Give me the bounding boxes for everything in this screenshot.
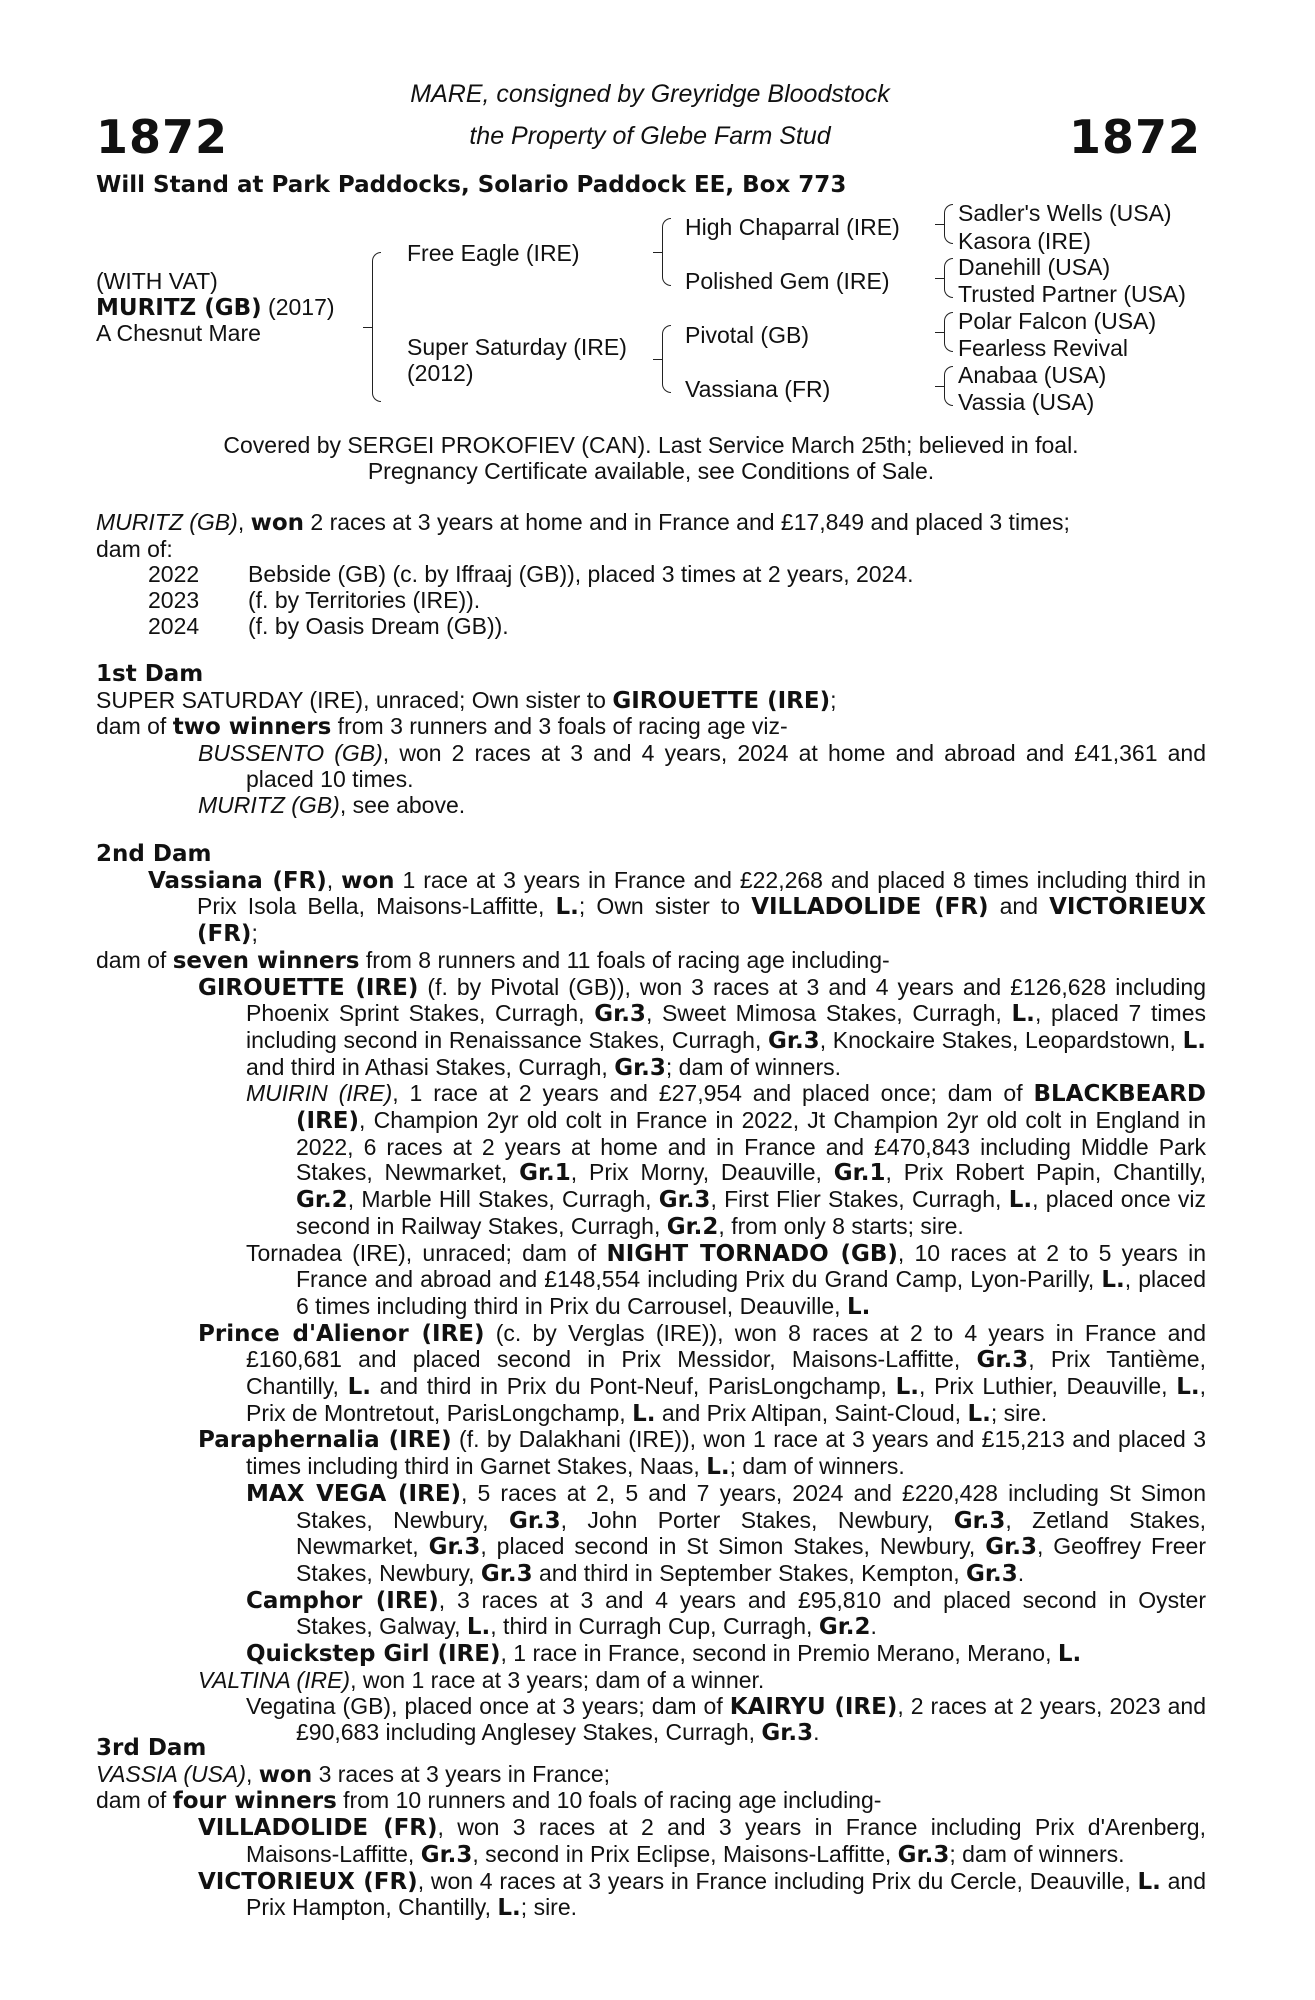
produce-entry <box>96 1815 1206 1868</box>
produce-year: 2023 <box>148 587 200 614</box>
produce-entry <box>96 1481 1206 1588</box>
ped-sdd: Trusted Partner (USA) <box>958 281 1186 307</box>
runners-text: from 3 runners and 3 foals of racing age viz- <box>331 713 788 740</box>
horse-description: A Chesnut Mare <box>96 320 261 346</box>
progeny-name: KAIRYU (IRE) <box>729 1693 898 1720</box>
listed-mark: L. <box>347 1374 371 1401</box>
progeny-name: GIROUETTE (IRE) <box>198 974 419 1001</box>
grade-mark: Gr.3 <box>508 1507 561 1534</box>
grade-mark: Gr.3 <box>480 1560 533 1587</box>
punct: ; <box>830 686 837 713</box>
listed-mark: L. <box>846 1293 871 1320</box>
punct: ; <box>251 920 258 947</box>
vat-label: (WITH VAT) <box>96 268 218 294</box>
progeny-text: , 10 races at 2 to 5 years in France and abroad and £148,554 including Prix du Grand Camp, Lyon-Parilly, <box>296 1239 1206 1293</box>
grade-mark: Gr.3 <box>976 1347 1029 1374</box>
punct: , <box>245 1760 259 1787</box>
winners-count: seven winners <box>172 947 360 974</box>
progeny-text: , Zetland Stakes, Newmarket, <box>296 1506 1207 1560</box>
brace-g4 <box>944 366 953 406</box>
progeny-name: VICTORIEUX (FR) <box>198 1868 418 1895</box>
progeny-text: . <box>1017 1559 1025 1586</box>
progeny-text: ; sire. <box>520 1894 578 1921</box>
progeny-text: (f. by Pivotal (GB)), won 3 races at 3 and 4 years and £126,628 including Phoenix Sprint Stakes, Curragh, <box>246 973 1207 1027</box>
property-line: the Property of Glebe Farm Stud <box>469 122 831 150</box>
ped-dd: Vassiana (FR) <box>685 376 831 402</box>
grade-mark: Gr.2 <box>818 1614 871 1641</box>
dam-text: ; Own sister to <box>578 893 752 920</box>
third-dam-section <box>96 1736 1206 1922</box>
produce-entry <box>96 1081 1206 1240</box>
listed-mark: L. <box>466 1614 491 1641</box>
dam-of-label: dam of <box>96 1787 173 1814</box>
cover-line-2: Pregnancy Certificate available, see Conditions of Sale. <box>367 457 935 484</box>
progeny-text: , placed second in St Simon Stakes, Newbury, <box>480 1533 986 1560</box>
produce-entry <box>96 741 1206 792</box>
progeny-text: , 3 races at 3 and 4 years and £95,810 and placed second in Oyster Stakes, Galway, <box>296 1586 1207 1640</box>
progeny-text: and third in September Stakes, Kempton, <box>532 1559 967 1586</box>
progeny-text: , placed once viz second in Railway Stakes, Curragh, <box>296 1186 1206 1239</box>
progeny-name: Paraphernalia (IRE) <box>198 1427 452 1454</box>
produce-text: (f. by Oasis Dream (GB)). <box>248 612 509 639</box>
grade-mark: Gr.3 <box>768 1027 820 1054</box>
progeny-text: , Prix Morny, Deauville, <box>570 1159 834 1186</box>
ped-ds: Pivotal (GB) <box>685 322 809 348</box>
progeny-text: and Prix Altipan, Saint-Cloud, <box>655 1399 968 1426</box>
stand-line: Will Stand at Park Paddocks, Solario Paddock EE, Box 773 <box>96 172 847 198</box>
progeny-text: , second in Prix Eclipse, Maisons-Laffitte, <box>472 1840 898 1867</box>
progeny-text: and third in Athasi Stakes, Curragh, <box>246 1053 615 1080</box>
progeny-text: , 5 races at 2, 5 and 7 years, 2024 and £220,428 including St Simon Stakes, Newbury, <box>296 1479 1206 1533</box>
race-record: MURITZ (GB), won 2 races at 3 years at home and in France and £17,849 and placed 3 times; dam of: 2022 Bebside (GB) (c. by Iffraaj (GB)), placed 3 times at 2 years, 2024. 2023 (f. by Territories (IRE)). 2024 (f. by Oasis Dream (GB)). <box>96 510 1206 640</box>
progeny-name: MAX VEGA (IRE) <box>246 1480 462 1507</box>
progeny-text: ; sire. <box>990 1399 1048 1426</box>
progeny-text: and third in Prix du Pont-Neuf, ParisLongchamp, <box>370 1373 896 1400</box>
progeny-text: (c. by Verglas (IRE)), won 8 races at 2 to 4 years in France and £160,681 and placed second in Prix Messidor, Maisons-Laffitte, <box>246 1319 1206 1373</box>
listed-mark: L. <box>706 1454 730 1481</box>
runners-text: from 8 runners and 11 foals of racing age including- <box>359 946 890 973</box>
produce-entry <box>96 1869 1206 1922</box>
grade-mark: Gr.3 <box>761 1720 814 1747</box>
listed-mark: L. <box>497 1895 521 1922</box>
progeny-text: , Prix Luthier, Deauville, <box>919 1373 1177 1400</box>
dam-text: 3 races at 3 years in France; <box>312 1760 611 1787</box>
first-dam-section <box>96 662 1206 818</box>
dam-of-label: dam of <box>96 946 173 973</box>
sister-name: VICTORIEUX (FR) <box>197 894 1206 948</box>
first-dam-heading: 1st Dam <box>96 661 204 687</box>
brace-g2 <box>944 258 953 298</box>
listed-mark: L. <box>1182 1027 1206 1054</box>
produce-entry <box>96 1321 1206 1428</box>
progeny-text: and Prix Hampton, Chantilly, <box>246 1867 1207 1921</box>
third-dam-heading: 3rd Dam <box>96 1735 207 1761</box>
progeny-text: (f. by Dalakhani (IRE)), won 1 race at 3 years and £15,213 and placed 3 times including third in Garnet Stakes, Naas, <box>246 1426 1206 1480</box>
progeny-name: VALTINA (IRE) <box>198 1666 351 1693</box>
dam-name: Vassiana (FR) <box>148 867 327 894</box>
produce-entry <box>96 1241 1206 1321</box>
ped-dam-year: (2012) <box>407 360 474 386</box>
brace-g3 <box>944 312 953 352</box>
listed-mark: L. <box>632 1400 656 1427</box>
ped-sd: Polished Gem (IRE) <box>685 268 890 294</box>
progeny-name: BUSSENTO (GB) <box>198 740 383 767</box>
dam-of-label: dam of <box>96 713 173 740</box>
produce-entry <box>96 1668 1206 1694</box>
progeny-text: , Prix Robert Papin, Chantilly, <box>885 1159 1207 1186</box>
progeny-name: VILLADOLIDE (FR) <box>198 1815 438 1842</box>
ped-ss: High Chaparral (IRE) <box>685 214 900 240</box>
produce-entry <box>96 1427 1206 1480</box>
lot-number-right: 1872 <box>1068 110 1201 164</box>
grade-mark: Gr.3 <box>428 1534 481 1561</box>
progeny-text: . <box>870 1613 877 1640</box>
grade-mark: Gr.3 <box>897 1841 950 1868</box>
ped-ssd: Kasora (IRE) <box>958 228 1091 254</box>
ped-dss: Polar Falcon (USA) <box>958 308 1157 334</box>
horse-name-line <box>96 294 335 321</box>
ped-sss: Sadler's Wells (USA) <box>958 200 1172 226</box>
produce-entry <box>96 975 1206 1082</box>
progeny-name: NIGHT TORNADO (GB) <box>606 1240 898 1267</box>
brace-g1 <box>944 204 953 244</box>
listed-mark: L. <box>895 1374 920 1401</box>
brace-sire-dam <box>372 252 381 402</box>
dam-text: 1 race at 3 years in France and £22,268 and placed 8 times including third in Prix Isola Bella, Maisons-Laffitte, <box>197 866 1206 920</box>
progeny-text: , placed 6 times including third in Prix du Carrousel, Deauville, <box>296 1266 1206 1319</box>
progeny-text: . <box>813 1719 820 1746</box>
grade-mark: Gr.3 <box>966 1560 1018 1587</box>
grade-mark: Gr.3 <box>953 1507 1006 1534</box>
listed-mark: L. <box>1101 1267 1125 1294</box>
sister-name: GIROUETTE (IRE) <box>612 687 831 714</box>
winners-count: four winners <box>172 1788 337 1815</box>
grade-mark: Gr.1 <box>519 1160 571 1187</box>
progeny-text: , won 2 races at 3 and 4 years, 2024 at home and abroad and £41,361 and placed 10 times. <box>246 740 1206 792</box>
lot-number-left: 1872 <box>96 110 229 164</box>
ped-ddd: Vassia (USA) <box>958 389 1095 415</box>
progeny-text: Vegatina (GB), placed once at 3 years; dam of <box>246 1692 730 1719</box>
progeny-text: , 1 race in France, second in Premio Merano, Merano, <box>500 1640 1058 1667</box>
listed-mark: L. <box>1011 1001 1035 1028</box>
dam-name: VASSIA (USA) <box>96 1760 246 1787</box>
progeny-text: , third in Curragh Cup, Curragh, <box>490 1613 819 1640</box>
ped-sds: Danehill (USA) <box>958 254 1111 280</box>
progeny-text: , won 1 race at 3 years; dam of a winner. <box>350 1666 765 1693</box>
horse-year: (2017) <box>268 294 335 320</box>
progeny-text: , Sweet Mimosa Stakes, Curragh, <box>645 1000 1012 1027</box>
listed-mark: L. <box>1176 1374 1200 1401</box>
produce-entry <box>96 1588 1206 1641</box>
progeny-text: , see above. <box>339 791 466 818</box>
cover-note <box>96 433 1206 484</box>
listed-mark: L. <box>967 1400 991 1427</box>
won-label: won <box>258 1761 313 1788</box>
grade-mark: Gr.3 <box>658 1187 711 1214</box>
grade-mark: Gr.2 <box>296 1187 348 1214</box>
grade-mark: Gr.1 <box>833 1160 886 1187</box>
progeny-text: , from only 8 starts; sire. <box>718 1212 964 1239</box>
progeny-name: MUIRIN (IRE) <box>246 1080 393 1107</box>
produce-row <box>96 614 1206 640</box>
record-won: won <box>250 510 305 536</box>
sister-name: VILLADOLIDE (FR) <box>751 894 989 921</box>
progeny-text: Tornadea (IRE), unraced; dam of <box>246 1239 607 1266</box>
listed-mark: L. <box>1137 1868 1161 1895</box>
progeny-text: ; dam of winners. <box>729 1453 905 1480</box>
dam-record: Vassiana (FR), won 1 race at 3 years in France and £22,268 and placed 8 times including third in Prix Isola Bella, Maisons-Laffitte, L.; Own sister to VILLADOLIDE (FR) and VICTORIEUX (FR); <box>148 866 1206 948</box>
produce-text: (f. by Territories (IRE)). <box>248 587 481 614</box>
progeny-text: , Prix Tantième, Chantilly, <box>246 1346 1206 1400</box>
grade-mark: Gr.3 <box>985 1534 1037 1561</box>
progeny-text: , Knockaire Stakes, Leopardstown, <box>819 1026 1183 1053</box>
produce-year: 2022 <box>148 561 200 588</box>
runners-text: from 10 runners and 10 foals of racing age including- <box>336 1787 882 1814</box>
second-dam-heading: 2nd Dam <box>96 841 212 867</box>
listed-mark: L. <box>1057 1641 1082 1668</box>
first-dam-line: SUPER SATURDAY (IRE), unraced; Own sister to <box>96 686 613 713</box>
progeny-text: , 1 race at 2 years and £27,954 and placed once; dam of <box>392 1080 1034 1107</box>
produce-entry <box>96 793 1206 819</box>
consignor-line: MARE, consigned by Greyridge Bloodstock <box>410 80 890 108</box>
produce-row <box>96 588 1206 614</box>
progeny-name: MURITZ (GB) <box>198 791 340 818</box>
produce-row <box>96 562 1206 588</box>
dam-text: and <box>988 893 1050 920</box>
ped-dsd: Fearless Revival <box>958 335 1128 361</box>
ped-dam: Super Saturday (IRE) <box>407 334 627 360</box>
winners-count: two winners <box>172 714 332 741</box>
progeny-name: Quickstep Girl (IRE) <box>246 1641 501 1668</box>
grade-mark: Gr.3 <box>594 1001 646 1028</box>
grade-mark: Gr.3 <box>420 1841 473 1868</box>
grade-mark: Gr.2 <box>666 1213 719 1240</box>
progeny-text: , won 3 races at 2 and 3 years in France including Prix d'Arenberg, Maisons-Laffitte, <box>246 1814 1206 1867</box>
progeny-name: Camphor (IRE) <box>246 1587 439 1614</box>
produce-text: Bebside (GB) (c. by Iffraaj (GB)), placed 3 times at 2 years, 2024. <box>248 561 914 588</box>
progeny-text: , 2 races at 2 years, 2023 and £90,683 including Anglesey Stakes, Curragh, <box>296 1692 1206 1746</box>
progeny-text: , Marble Hill Stakes, Curragh, <box>347 1186 659 1213</box>
record-text: 2 races at 3 years at home and in France and £17,849 and placed 3 times; <box>304 509 1070 535</box>
listed-mark: L. <box>555 894 579 921</box>
progeny-text: , placed 7 times including second in Renaissance Stakes, Curragh, <box>246 1000 1206 1053</box>
progeny-text: , Prix de Montretout, ParisLongchamp, <box>246 1373 1206 1426</box>
progeny-text: , won 4 races at 3 years in France including Prix du Cercle, Deauville, <box>417 1867 1138 1894</box>
produce-entry <box>96 1641 1206 1668</box>
cover-line-1: Covered by SERGEI PROKOFIEV (CAN). Last Service March 25th; believed in foal. <box>223 432 1079 458</box>
progeny-text: ; dam of winners. <box>665 1053 842 1080</box>
progeny-text: , Champion 2yr old colt in France in 2022, Jt Champion 2yr old colt in England in 2022, 6 races at 2 years at home and in France and £470,843 including Middle Park Stakes, Newmarket, <box>296 1107 1206 1186</box>
second-dam-section <box>96 842 1206 1747</box>
record-dam-of: dam of: <box>96 535 173 562</box>
record-name: MURITZ (GB) <box>96 509 238 535</box>
brace-dam-line <box>662 325 671 393</box>
ped-sire: Free Eagle (IRE) <box>407 240 580 266</box>
ped-dds: Anabaa (USA) <box>958 362 1107 388</box>
progeny-text: , Geoffrey Freer Stakes, Newbury, <box>296 1533 1206 1586</box>
produce-year: 2024 <box>148 612 200 639</box>
progeny-name: BLACKBEARD (IRE) <box>296 1081 1206 1135</box>
brace-sire-line <box>662 218 671 286</box>
progeny-text: , John Porter Stakes, Newbury, <box>560 1506 954 1533</box>
horse-name: MURITZ (GB) <box>96 295 262 321</box>
progeny-text: , First Flier Stakes, Curragh, <box>710 1186 1009 1213</box>
grade-mark: Gr.3 <box>614 1054 666 1081</box>
listed-mark: L. <box>1008 1187 1033 1214</box>
progeny-name: Prince d'Alienor (IRE) <box>198 1320 485 1347</box>
won-label: won <box>341 867 395 894</box>
progeny-text: ; dam of winners. <box>949 1840 1125 1867</box>
